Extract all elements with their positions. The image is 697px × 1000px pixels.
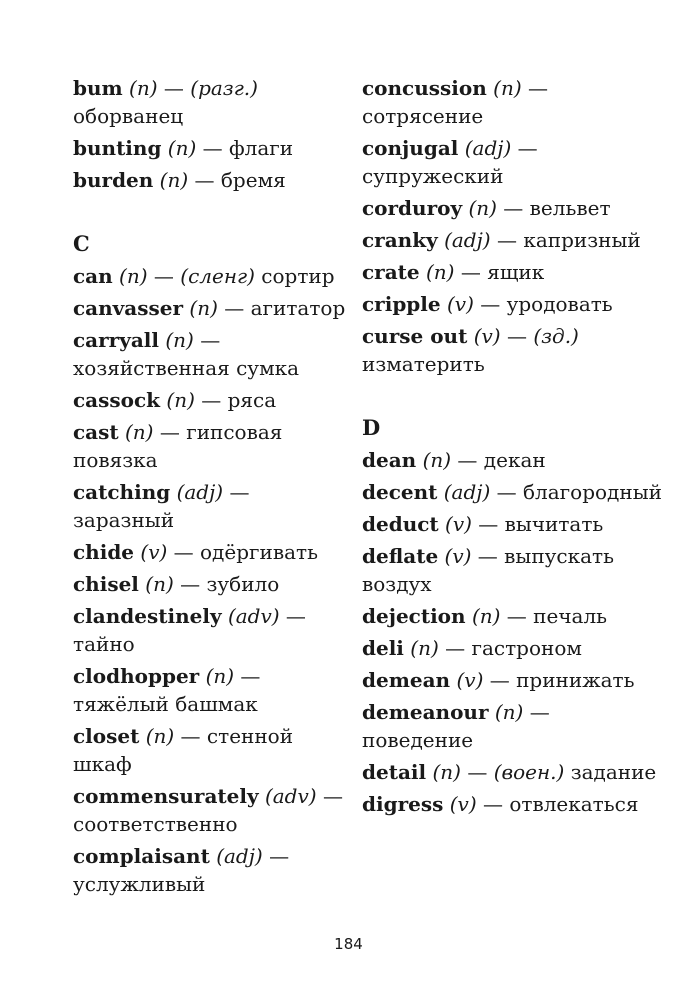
glossary-entry xyxy=(362,478,662,506)
glossary-entry xyxy=(73,418,353,474)
part-of-speech: (n) xyxy=(145,572,174,596)
dash: — xyxy=(262,844,290,868)
glossary-entry xyxy=(362,698,662,754)
headword: dean xyxy=(362,448,417,472)
part-of-speech: (v) xyxy=(140,540,168,564)
dash: — xyxy=(473,292,507,316)
glossary-entry xyxy=(73,602,353,658)
part-of-speech: (n) xyxy=(189,296,218,320)
translation: изматерить xyxy=(362,352,485,376)
translation: тяжёлый башмак xyxy=(73,692,258,716)
section-letter-d: D xyxy=(362,415,381,440)
dash: — xyxy=(471,544,505,568)
part-of-speech: (n) xyxy=(422,448,452,472)
dash: — xyxy=(451,448,484,472)
part-of-speech: (n) xyxy=(165,328,194,352)
usage-note: (разг.) xyxy=(190,76,258,100)
dash: — xyxy=(500,604,534,628)
glossary-entry xyxy=(362,634,662,662)
part-of-speech: (adj) xyxy=(176,480,224,504)
headword: canvasser xyxy=(73,296,184,320)
translation: капризный xyxy=(523,228,641,252)
dash: — xyxy=(483,668,517,692)
headword: catching xyxy=(73,480,171,504)
headword: bum xyxy=(73,76,123,100)
headword: complaisant xyxy=(73,844,210,868)
entries-c-continued-group xyxy=(362,74,662,378)
part-of-speech: (v) xyxy=(446,292,474,316)
translation: декан xyxy=(483,448,546,472)
part-of-speech: (n) xyxy=(493,76,522,100)
part-of-speech: (v) xyxy=(444,544,472,568)
translation: ящик xyxy=(487,260,545,284)
headword: bunting xyxy=(73,136,162,160)
translation: соответственно xyxy=(73,812,238,836)
usage-note: (сленг) xyxy=(180,264,255,288)
part-of-speech: (n) xyxy=(159,168,189,192)
part-of-speech: (v) xyxy=(449,792,477,816)
glossary-entry xyxy=(362,290,662,318)
part-of-speech: (n) xyxy=(410,636,439,660)
translation: оборванец xyxy=(73,104,184,128)
dash: — xyxy=(460,760,494,784)
headword: dejection xyxy=(362,604,466,628)
headword: crate xyxy=(362,260,420,284)
part-of-speech: (adj) xyxy=(443,480,491,504)
translation: флаги xyxy=(229,136,294,160)
dash: — xyxy=(173,572,207,596)
headword: cranky xyxy=(362,228,438,252)
dash: — xyxy=(167,540,201,564)
headword: demean xyxy=(362,668,451,692)
translation: услужливый xyxy=(73,872,206,896)
part-of-speech: (n) xyxy=(166,388,195,412)
translation: выпускать воздух xyxy=(362,544,615,596)
dash: — xyxy=(471,512,505,536)
headword: clandestinely xyxy=(73,604,222,628)
glossary-entry xyxy=(73,478,353,534)
headword: deflate xyxy=(362,544,439,568)
headword: cassock xyxy=(73,388,161,412)
glossary-entry xyxy=(73,538,353,566)
dash: — xyxy=(490,480,524,504)
headword: commensurately xyxy=(73,784,259,808)
translation: отвлекаться xyxy=(509,792,639,816)
glossary-entry xyxy=(362,790,662,818)
dash: — xyxy=(194,388,228,412)
translation: супружеский xyxy=(362,164,504,188)
translation: вычитать xyxy=(504,512,604,536)
dash: — xyxy=(511,136,538,160)
glossary-entry xyxy=(362,226,662,254)
dash: — xyxy=(496,196,530,220)
part-of-speech: (n) xyxy=(167,136,197,160)
translation: ряса xyxy=(227,388,277,412)
dash: — xyxy=(279,604,306,628)
translation: печаль xyxy=(533,604,608,628)
dash: — xyxy=(153,420,187,444)
headword: demeanour xyxy=(362,700,489,724)
translation: агитатор xyxy=(250,296,346,320)
part-of-speech: (n) xyxy=(145,724,175,748)
glossary-entry xyxy=(73,386,353,414)
dash: — xyxy=(521,76,548,100)
part-of-speech: (n) xyxy=(494,700,524,724)
glossary-entry xyxy=(362,322,662,378)
usage-note: (зд.) xyxy=(533,324,579,348)
translation: сотрясение xyxy=(362,104,484,128)
glossary-entry xyxy=(73,294,353,322)
glossary-entry xyxy=(362,446,662,474)
dash: — xyxy=(196,136,230,160)
dash: — xyxy=(174,724,207,748)
dash: — xyxy=(188,168,221,192)
headword: decent xyxy=(362,480,438,504)
glossary-entry xyxy=(362,194,662,222)
dash: — xyxy=(523,700,550,724)
dash: — xyxy=(234,664,261,688)
glossary-entry xyxy=(73,326,353,382)
part-of-speech: (n) xyxy=(119,264,148,288)
part-of-speech: (v) xyxy=(473,324,501,348)
part-of-speech: (n) xyxy=(471,604,501,628)
glossary-entry xyxy=(362,74,662,130)
dash: — xyxy=(147,264,181,288)
glossary-entry xyxy=(73,570,353,598)
part-of-speech: (n) xyxy=(125,420,154,444)
right-column xyxy=(362,74,662,822)
headword: burden xyxy=(73,168,154,192)
part-of-speech: (adv) xyxy=(227,604,280,628)
headword: carryall xyxy=(73,328,159,352)
translation: благородный xyxy=(523,480,662,504)
headword: digress xyxy=(362,792,444,816)
headword: conjugal xyxy=(362,136,459,160)
entries-b-group xyxy=(73,74,353,194)
headword: chisel xyxy=(73,572,139,596)
glossary-entry xyxy=(362,134,662,190)
translation: зубило xyxy=(206,572,280,596)
dash: — xyxy=(500,324,534,348)
headword: curse out xyxy=(362,324,468,348)
translation: гастроном xyxy=(471,636,582,660)
dash: — xyxy=(193,328,221,352)
translation: тайно xyxy=(73,632,135,656)
left-column xyxy=(73,74,353,902)
translation: принижать xyxy=(516,668,635,692)
dash: — xyxy=(476,792,510,816)
part-of-speech: (n) xyxy=(468,196,497,220)
translation: стенной шкаф xyxy=(73,724,294,776)
glossary-entry xyxy=(362,258,662,286)
headword: cast xyxy=(73,420,119,444)
translation: сортир xyxy=(254,264,335,288)
page-number: 184 xyxy=(334,935,363,953)
part-of-speech: (n) xyxy=(205,664,235,688)
glossary-entry xyxy=(73,166,353,194)
translation: гипсовая повязка xyxy=(73,420,283,472)
part-of-speech: (adj) xyxy=(464,136,512,160)
glossary-entry xyxy=(73,262,353,290)
glossary-entry xyxy=(73,842,353,898)
part-of-speech: (n) xyxy=(432,760,461,784)
part-of-speech: (v) xyxy=(456,668,484,692)
part-of-speech: (adj) xyxy=(444,228,491,252)
headword: closet xyxy=(73,724,140,748)
section-letter-c: C xyxy=(73,231,90,256)
headword: detail xyxy=(362,760,427,784)
translation: заразный xyxy=(73,508,175,532)
glossary-entry xyxy=(73,134,353,162)
translation: бремя xyxy=(220,168,286,192)
glossary-entry xyxy=(73,662,353,718)
glossary-entry xyxy=(73,722,353,778)
dash: — xyxy=(217,296,251,320)
translation: уродовать xyxy=(506,292,613,316)
dash: — xyxy=(316,784,343,808)
dash: — xyxy=(490,228,524,252)
headword: deli xyxy=(362,636,404,660)
glossary-entry xyxy=(73,74,353,130)
headword: corduroy xyxy=(362,196,463,220)
entries-d-group xyxy=(362,446,662,818)
part-of-speech: (adv) xyxy=(264,784,317,808)
part-of-speech: (n) xyxy=(426,260,455,284)
dash: — xyxy=(438,636,472,660)
usage-note: (воен.) xyxy=(493,760,565,784)
dash: — xyxy=(223,480,250,504)
part-of-speech: (n) xyxy=(129,76,158,100)
headword: cripple xyxy=(362,292,441,316)
part-of-speech: (adj) xyxy=(216,844,263,868)
headword: chide xyxy=(73,540,135,564)
glossary-entry xyxy=(362,542,662,598)
part-of-speech: (v) xyxy=(445,512,472,536)
headword: can xyxy=(73,264,113,288)
headword: concussion xyxy=(362,76,487,100)
glossary-entry xyxy=(362,666,662,694)
translation: задание xyxy=(564,760,657,784)
entries-c-group xyxy=(73,262,353,898)
dash: — xyxy=(454,260,488,284)
glossary-entry xyxy=(362,758,662,786)
translation: поведение xyxy=(362,728,474,752)
glossary-entry xyxy=(362,510,662,538)
headword: deduct xyxy=(362,512,439,536)
headword: clodhopper xyxy=(73,664,200,688)
glossary-entry xyxy=(362,602,662,630)
translation: вельвет xyxy=(529,196,611,220)
glossary-entry xyxy=(73,782,353,838)
translation: одёргивать xyxy=(200,540,318,564)
dash: — xyxy=(157,76,191,100)
translation: хозяйственная сумка xyxy=(73,356,300,380)
